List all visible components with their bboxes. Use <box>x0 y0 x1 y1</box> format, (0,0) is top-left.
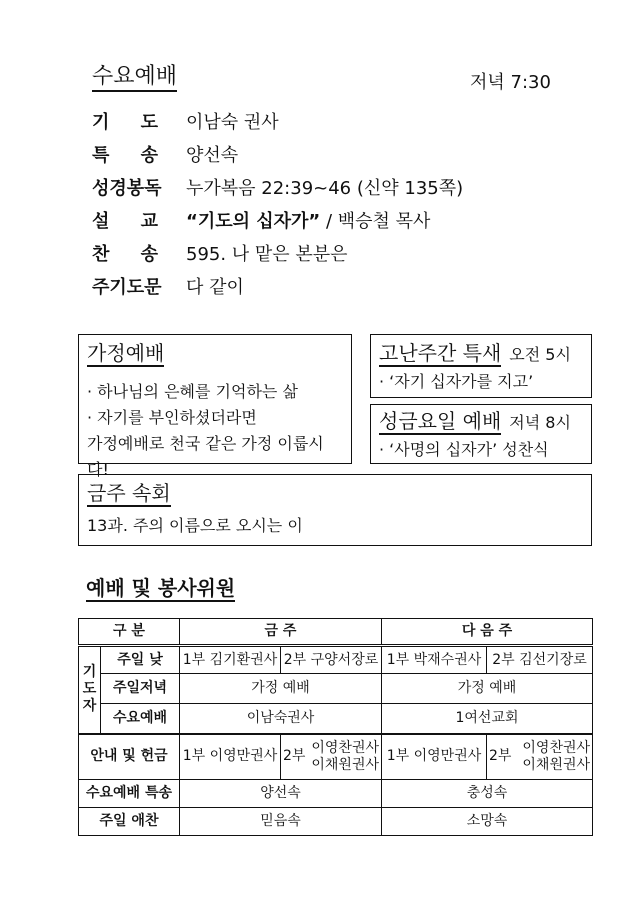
cell: 양선속 <box>180 780 382 808</box>
family-worship-box <box>78 334 352 479</box>
cell: 1부 박재수권사 <box>382 646 487 674</box>
wednesday-order <box>92 104 562 302</box>
row-value: 다 같이 <box>186 276 244 298</box>
serve-table <box>78 618 593 836</box>
cell: 믿음속 <box>180 808 382 836</box>
row-value <box>186 207 430 233</box>
good-friday-time: 저녁 8시 <box>509 413 571 432</box>
cell: 소망속 <box>382 808 593 836</box>
cell: 이남숙권사 <box>180 704 382 734</box>
row-label: 주일저녁 <box>101 674 180 704</box>
row-label: 수요예배 특송 <box>79 780 180 808</box>
good-friday-line: · ‘사명의 십자가’ 성찬식 <box>379 440 549 459</box>
row-label: 성경봉독 <box>92 177 162 199</box>
family-line: · 하나님의 은혜를 기억하는 삶 <box>87 382 298 401</box>
cell: 가정 예배 <box>180 674 382 704</box>
cell: 1부 김기환권사 <box>180 646 281 674</box>
wednesday-row-special-song <box>92 137 562 170</box>
row-value: 이남숙 권사 <box>186 111 279 133</box>
good-friday-title: 성금요일 예배 저녁 8시 <box>379 409 571 433</box>
wednesday-row-scripture <box>92 170 562 203</box>
row-label: 수요예배 <box>101 704 180 734</box>
family-line: 가정예배로 천국 같은 가정 이룹시다! <box>87 434 324 479</box>
wednesday-time: 저녁 7:30 <box>470 72 551 93</box>
header-category: 구 분 <box>79 619 180 646</box>
row-label: 설 교 <box>92 210 158 232</box>
family-worship-title: 가정예배 <box>87 341 165 365</box>
cell: 1여선교회 <box>382 704 593 734</box>
passion-week-time: 오전 5시 <box>509 345 571 364</box>
header-this-week: 금 주 <box>180 619 382 646</box>
row-value: 누가복음 22:39~46 (신약 135쪽) <box>186 177 464 199</box>
wednesday-row-sermon <box>92 203 562 236</box>
prayer-group-label: 기 도 자 <box>79 646 101 734</box>
cell-group-title: 금주 속회 <box>87 481 171 505</box>
table-row <box>79 704 593 734</box>
serve-title: 예배 및 봉사위원 <box>86 576 236 600</box>
cell: 가정 예배 <box>382 674 593 704</box>
row-label: 주일 낮 <box>101 646 180 674</box>
wednesday-row-prayer <box>92 104 562 137</box>
row-label: 주일 애찬 <box>79 808 180 836</box>
wednesday-row-hymn <box>92 236 562 269</box>
row-value: 양선속 <box>186 144 239 166</box>
table-row <box>79 780 593 808</box>
cell: 2부 구양서장로 <box>281 646 382 674</box>
cell: 1부 이영만권사 <box>382 734 487 780</box>
cell: 1부 이영만권사 <box>180 734 281 780</box>
row-label: 기 도 <box>92 111 158 133</box>
cell: 2부 이영찬권사 이채원권사 <box>281 734 382 780</box>
cell-group-line: 13과. 주의 이름으로 오시는 이 <box>87 516 303 535</box>
row-label: 안내 및 헌금 <box>79 734 180 780</box>
family-line: · 자기를 부인하셨더라면 <box>87 408 257 427</box>
cell: 2부 이영찬권사 이채원권사 <box>487 734 593 780</box>
cell: 충성속 <box>382 780 593 808</box>
passion-week-title: 고난주간 특새 오전 5시 <box>379 341 571 365</box>
table-row <box>79 674 593 704</box>
table-row <box>79 808 593 836</box>
passion-week-box <box>370 334 592 398</box>
table-row <box>79 646 593 674</box>
table-row <box>79 734 593 780</box>
wednesday-row-lords-prayer <box>92 269 562 302</box>
sermon-title: “기도의 십자가” <box>186 210 321 232</box>
row-label: 주기도문 <box>92 276 162 298</box>
row-label: 특 송 <box>92 144 158 166</box>
header-next-week: 다 음 주 <box>382 619 593 646</box>
row-label: 찬 송 <box>92 243 158 265</box>
good-friday-box <box>370 404 592 464</box>
row-value: 595. 나 맡은 본분은 <box>186 243 348 265</box>
wednesday-title: 수요예배 <box>92 64 177 92</box>
sermon-preacher: / 백승철 목사 <box>320 210 431 232</box>
passion-week-line: · ‘자기 십자가를 지고’ <box>379 372 534 391</box>
cell-group-box <box>78 474 592 546</box>
cell: 2부 김선기장로 <box>487 646 593 674</box>
table-header-row <box>79 619 593 646</box>
